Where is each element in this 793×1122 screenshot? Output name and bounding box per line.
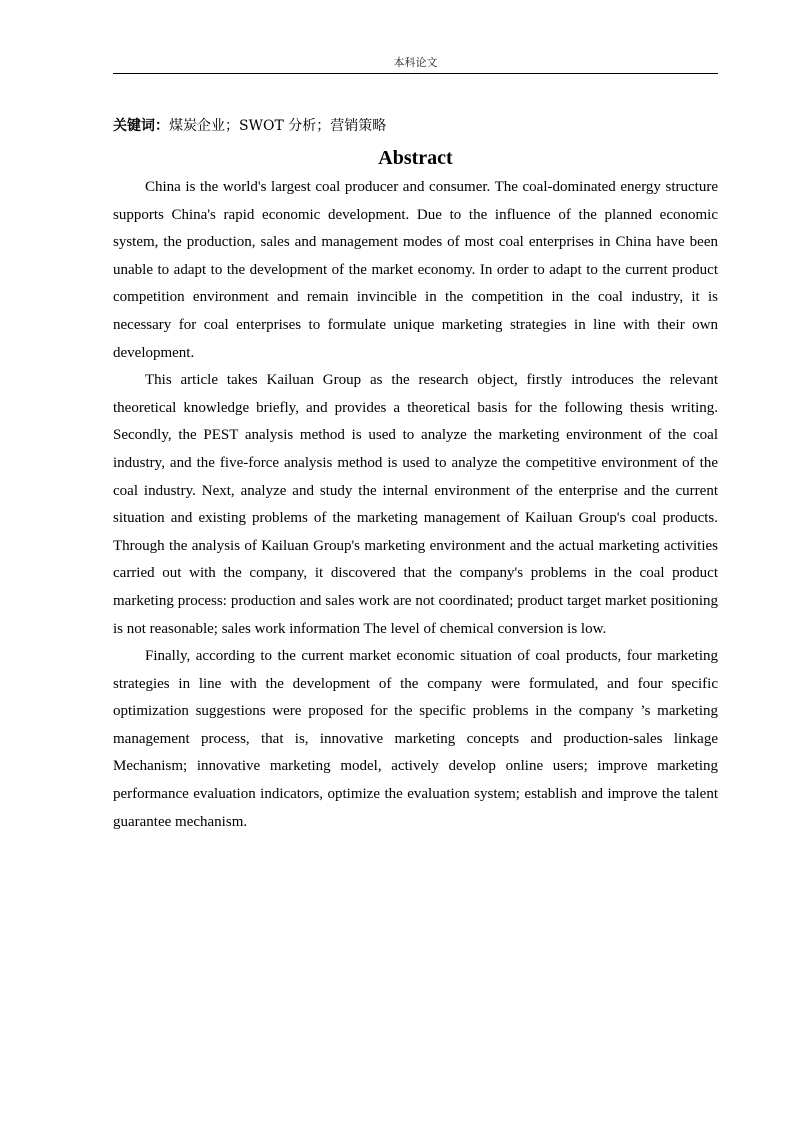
abstract-title: Abstract: [378, 147, 453, 169]
keywords-label: 关键词：: [113, 118, 169, 134]
keywords-line: [113, 116, 718, 136]
header-rule: [113, 73, 718, 74]
keywords-value: 煤炭企业；SWOT 分析；营销策略: [169, 118, 387, 134]
abstract-paragraph-1: China is the world's largest coal producer and consumer. The coal-dominated energy structure supports China's rapid economic development. Due to the influence of the planned economic system, the production, sales and management modes of most coal enterprises in China have been unable to adapt to the development of the market economy. In order to adapt to the current product competition environment and remain invincible in the competition in the coal industry, it is necessary for coal enterprises to formulate unique marketing strategies in line with their own development.: [113, 179, 718, 361]
abstract-body: [113, 174, 718, 836]
abstract-paragraph-2: This article takes Kailuan Group as the research object, firstly introduces the relevant theoretical knowledge briefly, and provides a theoretical basis for the following thesis writing. Secondly, the PEST analysis method is used to analyze the marketing environment of the coal industry, and the five-force analysis method is used to analyze the competitive environment of the coal industry. Next, analyze and study the internal environment of the enterprise and the current situation and existing problems of the marketing management of Kailuan Group's coal products. Through the analysis of Kailuan Group's marketing environment and the actual marketing activities carried out with the company, it discovered that the company's problems in the coal product marketing process: production and sales work are not coordinated; product target market positioning is not reasonable; sales work information The level of chemical conversion is low.: [113, 372, 718, 637]
page-header: 本科论文: [393, 56, 438, 69]
abstract-paragraph-3: Finally, according to the current market economic situation of coal products, four marketing strategies in line with the development of the company were formulated, and four specific optimization suggestions were proposed for the specific problems in the company ’s marketing management process, that is, innovative marketing concepts and production-sales linkage Mechanism; innovative marketing model, actively develop online users; improve marketing performance evaluation indicators, optimize the evaluation system; establish and improve the talent guarantee mechanism.: [113, 648, 718, 830]
